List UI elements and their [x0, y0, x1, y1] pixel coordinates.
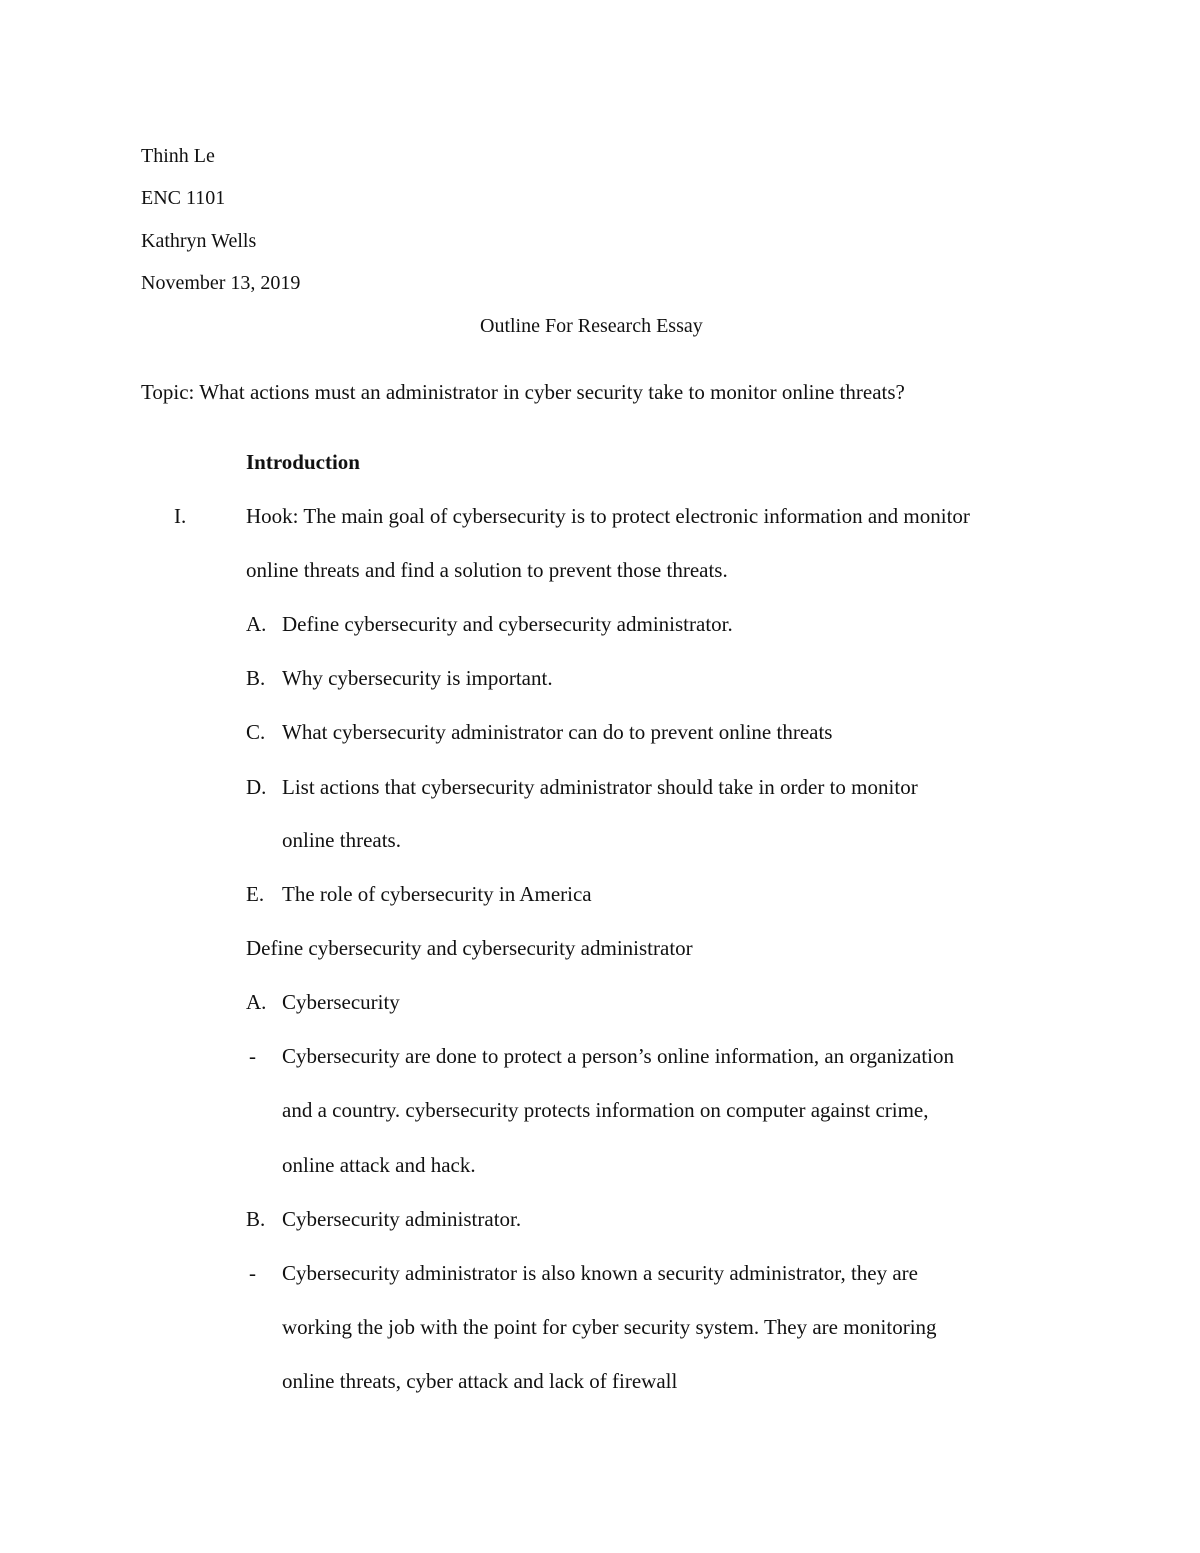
outline-marker: A.: [246, 612, 267, 636]
outline-marker: B.: [246, 1207, 266, 1231]
outline-marker: D.: [246, 775, 267, 799]
dash-marker: -: [249, 1044, 256, 1068]
document-date: November 13, 2019: [141, 272, 301, 294]
outline-marker: A.: [246, 990, 267, 1014]
document-title: Outline For Research Essay: [480, 315, 703, 337]
hook-line: Hook: The main goal of cybersecurity is to protect electronic information and monitor: [246, 504, 970, 528]
course-code: ENC 1101: [141, 187, 226, 209]
outline-item: Cybersecurity: [282, 990, 400, 1014]
definition-text: Cybersecurity are done to protect a person’s online information, an organization: [282, 1044, 954, 1068]
outline-item: The role of cybersecurity in America: [282, 882, 592, 906]
outline-marker: B.: [246, 666, 266, 690]
topic-line: Topic: What actions must an administrator in cyber security take to monitor online threats?: [141, 380, 905, 404]
section-heading: Define cybersecurity and cybersecurity administrator: [246, 936, 693, 960]
roman-numeral-marker: I.: [174, 504, 187, 528]
definition-text: online threats, cyber attack and lack of firewall: [282, 1369, 678, 1393]
outline-item: Cybersecurity administrator.: [282, 1207, 522, 1231]
definition-text: working the job with the point for cyber security system. They are monitoring: [282, 1315, 937, 1339]
outline-item: Define cybersecurity and cybersecurity administrator.: [282, 612, 733, 636]
author-name: Thinh Le: [141, 145, 215, 167]
introduction-heading: Introduction: [246, 450, 360, 474]
definition-text: and a country. cybersecurity protects information on computer against crime,: [282, 1098, 929, 1122]
instructor-name: Kathryn Wells: [141, 230, 257, 252]
outline-marker: E.: [246, 882, 265, 906]
definition-text: Cybersecurity administrator is also known a security administrator, they are: [282, 1261, 918, 1285]
outline-item: Why cybersecurity is important.: [282, 666, 553, 690]
outline-item: What cybersecurity administrator can do to prevent online threats: [282, 720, 833, 744]
outline-item-continued: online threats.: [282, 828, 401, 852]
outline-marker: C.: [246, 720, 266, 744]
outline-item: List actions that cybersecurity administrator should take in order to monitor: [282, 775, 918, 799]
definition-text: online attack and hack.: [282, 1153, 476, 1177]
hook-line-continued: online threats and find a solution to prevent those threats.: [246, 558, 728, 582]
dash-marker: -: [249, 1261, 256, 1285]
